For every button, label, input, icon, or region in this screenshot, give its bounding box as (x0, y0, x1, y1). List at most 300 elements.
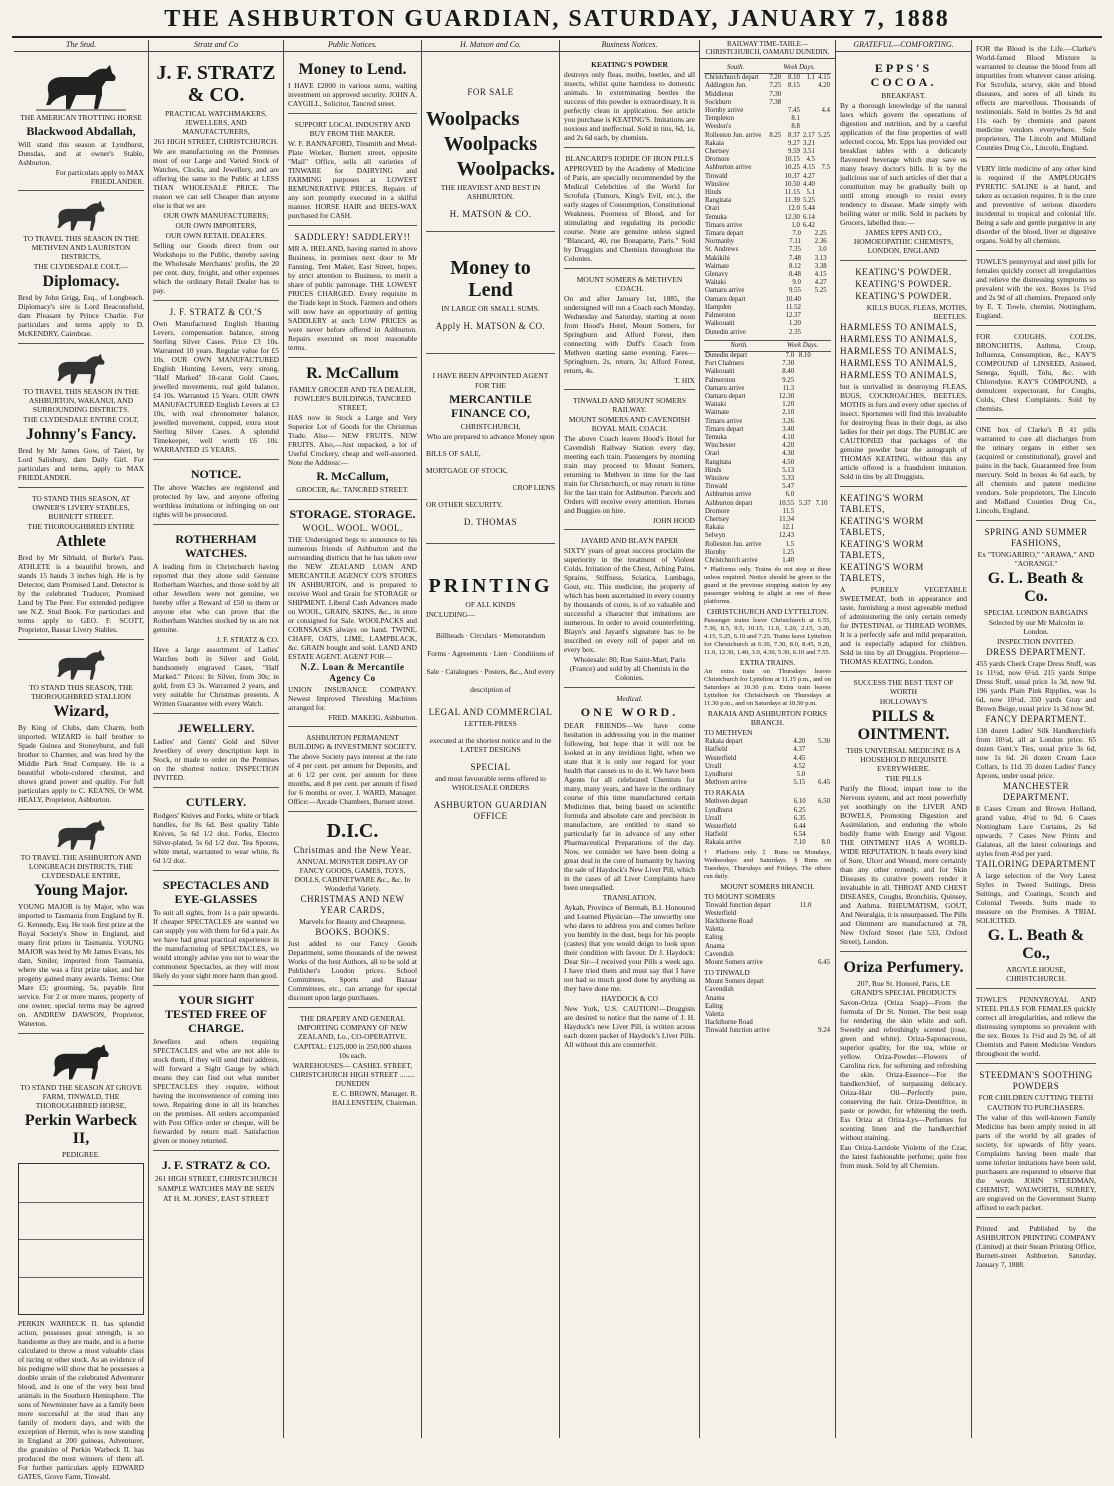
departure-time: 8.0 (821, 839, 830, 847)
departure-time (795, 450, 812, 458)
departure-time: 7.11 (789, 238, 801, 246)
ad-line: HARMLESS TO ANIMALS, (840, 358, 957, 369)
departure-time (812, 934, 831, 942)
ad-text: ANNUAL MONSTER DISPLAY OF FANCY GOODS, GAMES, TOYS, DOLLS, CABINETWARE &c., &c. In Wonderful Variety. (294, 857, 411, 894)
departure-time: 2.10 (782, 409, 795, 417)
departure-time: 8.15 (788, 82, 800, 90)
departure-time: 4.20 (818, 82, 830, 90)
timetable-row (704, 450, 831, 458)
departure-time (795, 409, 812, 417)
departure-time: 6.25 (793, 806, 806, 814)
ad-text: ONE box of Clarke's B 41 pills warranted to cure all discharges from the urinary organs in either sex (acquired or constitutional), gravel and pains in the back. Guaranteed free from mercury. Sold in boxes 4s 6d each, by all chemists and patent medicine vendors. Sole proprietors, The Lincoln and Midland Counties Drug Co., Lincoln, England. (976, 425, 1096, 515)
ad-sub: 207, Rue St. Honoré, Paris, LE GRAND'S SPECIAL PRODUCTS (850, 979, 957, 998)
departure-time (794, 959, 812, 967)
ad-name: Diplomacy. (42, 273, 120, 291)
timetable-row (704, 798, 831, 806)
timetable-row (704, 246, 831, 254)
ad-stratz-watches (153, 303, 279, 460)
departure-time (794, 943, 812, 951)
departure-time (812, 516, 829, 524)
departure-time: 4.15 (814, 271, 827, 279)
ad-signature: T. HIX (674, 376, 695, 386)
station-name: Timaru depart (705, 425, 744, 433)
departure-time: 7.10 (793, 839, 806, 847)
departure-time (829, 401, 831, 409)
horse-illustration (46, 817, 116, 851)
timetable-row (704, 393, 831, 401)
pedigree-table (18, 1163, 144, 1315)
ad-text: To suit all sights, from 1s a pair upwards. If cheaper SPECTACLES are wanted we can supply you with them for 6d a pair. As we have had great practical experience in the manufacturing of SPECTACLES, we would strongly advise you not to wear the commonest Spectacles, as they will most likely do your sight more harm than good. (153, 908, 279, 981)
ad-line: KEATING'S WORM TABLETS, (840, 516, 924, 538)
timetable-row (704, 442, 831, 450)
ad-oriza-perfumery (840, 954, 967, 1175)
ad-text: 138 dozen Ladies' Silk Handkerchiefs from 10½d, all at London price. 65 dozen Gent.'s Ties, usual price 3s 6d, now 1s 6d. 26 dozen Cream Lace Collars, 1s 11d. 35 dozen Ladies' Fancy Aprons, under usual price. (976, 726, 1096, 780)
departure-time (795, 557, 812, 565)
ad-drapery (288, 1010, 417, 1111)
ad-signature: Apply H. MATSON & CO. (435, 321, 546, 332)
timetable-row (704, 459, 831, 467)
departure-time (794, 918, 812, 926)
departure-time: 8.40 (782, 368, 795, 376)
departure-time (801, 99, 816, 107)
ad-title: ONE WORD. (580, 705, 679, 720)
departure-time (767, 222, 782, 230)
ad-title: CHRISTCHURCH AND LYTTELTON. (706, 607, 829, 617)
departure-time (812, 368, 829, 376)
column-epps-keating-holloway (836, 40, 972, 1438)
column-business-notices (560, 40, 700, 1438)
departure-time: 5.47 (782, 483, 795, 491)
departure-time (828, 238, 831, 246)
station-name: Cavendish (705, 950, 734, 958)
station-name: Waikouaiti (705, 368, 735, 376)
timetable-row (704, 823, 831, 831)
ad-text: FOR COUGHS, COLDS, BRONCHITIS, Asthma, Croup, Influenza, Consumption, &c., KAY'S COMPOUND of LINSEED, Aniseed, Senega, Squill, Tolu, &c. with Chlorodyne. KAY'S COMPOUND, a demulcent expectorant, for Coughs, Colds, Chest Complaints. Sold by chemists. (976, 332, 1096, 413)
timetable-row (704, 995, 831, 1003)
departure-time: 5.1 (806, 189, 815, 197)
station-name: Valetta (705, 926, 724, 934)
departure-time: 1.1 (806, 74, 815, 82)
departure-time: 11.3 (782, 384, 795, 392)
departure-time (812, 541, 829, 549)
ad-towles-pills (976, 253, 1096, 326)
ad-text: An extra train on Thursdays leaves Christchurch for Lyttelton at 11.15 p.m., and on Saturdays at 10.30 p.m. Extra train leaves Lyttelton for Christchurch on Thursdays at 11.30 p.m., and on Saturdays at 10.50 p.m. (704, 668, 831, 708)
ad-text: Just added to our Fancy Goods Department, some thousands of the newest Works of the best Authors, all to be sold at Publisher's London prices. School Committees, Sports and Bazaar Committees, etc., can arrange for special discount upon large purchases. (288, 939, 417, 1003)
departure-time: 7.0 (792, 230, 801, 238)
ad-text: Ladies' and Gents' Gold and Silver Jewellery of every description kept in Stock, or made to order on the Premises on the shortest notice. INSPECTION INVITED. (153, 737, 279, 783)
ad-text: VERY little medicine of any other kind is required if the AMPLOUGH'S PYRETIC SALINE is at hand, and taken as occasion requires. It is the cure and preventive of serious disorders incidental to tropical and colonial life. Being a safe and gentle purgative in any disorder of the blood, liver or digestive organs. Sold by all chemists. (976, 164, 1096, 245)
ad-line: LETTER-PRESS (464, 719, 517, 729)
departure-time (767, 123, 782, 131)
horse-illustration (46, 351, 116, 385)
timetable-row (704, 763, 831, 771)
departure-time (767, 181, 782, 189)
ad-text: but is unrivalled in destroying FLEAS, BUGS, COCKROACHES, BEETLES, MOTHS in furs and every other species of insect. Sportsmen will find this invaluable for destroying fleas in their dogs, as also ladies for their pet dogs. The PUBLIC are CAUTIONED that packages of the genuine powder bear the autograph of THOMAS KEATING, without this any article offered is a fraudulent imitation. Sold in tins by all Druggists. (840, 382, 967, 482)
ad-stratz-main (153, 56, 279, 301)
departure-time (829, 393, 831, 401)
station-name: Ealing (705, 934, 723, 942)
ad-signature: JOHN HOOD (652, 516, 695, 526)
departure-time (795, 516, 812, 524)
station-name: Hampden (705, 303, 732, 311)
ad-line: INCLUDING— (426, 610, 476, 620)
station-name: Hinds (705, 189, 722, 197)
departure-time (806, 763, 831, 771)
ad-signature: ASHBURTON GUARDIAN OFFICE (433, 800, 548, 822)
departure-time: 1.0 (791, 221, 800, 229)
departure-time: 4.40 (803, 180, 815, 188)
timetable-row (704, 173, 831, 181)
departure-time: 6.50 (818, 798, 830, 806)
departure-time: 3.40 (782, 425, 795, 433)
departure-time (810, 995, 831, 1003)
departure-time: 4.27 (814, 279, 827, 287)
ad-title: FANCY DEPARTMENT. (985, 714, 1087, 724)
station-name: Rangitata (705, 197, 732, 205)
ad-name: J. F. STRATZ & CO. (156, 62, 276, 107)
timetable-row (704, 1011, 831, 1019)
station-name: Dunedin depart (705, 351, 748, 359)
horse-illustration (36, 61, 126, 111)
station-name: Winchester (705, 442, 736, 450)
departure-time (829, 368, 831, 376)
departure-time: 9.24 (818, 1027, 830, 1035)
ad-text: 455 yards Check Crape Dress Stuff, was 1s 11½d, now 6½d. 215 yards Stripe Dress Stuff, usual price 1s 3d, now 9d. 196 yards Plain Pink Ripplies, was 1s 6d, now 10½d. 350 yards Gray and Brown Beige, usual price 1s 3d now 9d. (976, 659, 1096, 713)
ad-local-industry (288, 116, 417, 226)
departure-time (806, 771, 831, 779)
station-name: Christchurch arrive (705, 556, 758, 564)
departure-time: 7.10 (815, 499, 828, 507)
departure-time (795, 385, 812, 393)
departure-time: 8.48 (788, 271, 801, 279)
departure-time: 6.45 (818, 779, 830, 787)
timetable-row (704, 467, 831, 475)
ad-text: DEAR FRIENDS—We have come hesitation in addressing you in the manner following, but hope that it will not be looked at in any invidious light, when we state that it is only our regard for your health that causes us to do it. We have been Agents for all celebrated Chemists for many, many years, and have in the ordinary course of this time manufactured certain Medicines that, being based on scientific formula and absolute care and precision in manufacture, are entitled to stand so particularly far in advance of any other Pharmaceutical Preparations of the day. Now, we consider we have been doing a great deal in the cure of humanity by having the sale of Haydock's New Liver Pill, which in the cases of all Liver Complaints have been unequalled. (564, 721, 695, 893)
station-name: Rakaia depart (705, 738, 743, 746)
ad-epps-cocoa (840, 56, 967, 261)
ad-line: HARMLESS TO ANIMALS, (840, 346, 957, 357)
departure-time: 8.8 (791, 123, 800, 131)
departure-time: 12.37 (785, 312, 801, 320)
departure-time (816, 181, 831, 189)
ad-towles-pills-2 (976, 991, 1096, 1064)
departure-time (801, 123, 816, 131)
departure-time (795, 368, 812, 376)
departure-time (828, 246, 831, 254)
ad-name: R. McCallum, (316, 469, 389, 484)
station-name: Rolleston Jun. arrive (705, 131, 762, 139)
timetable-row (704, 934, 831, 942)
departure-time (829, 516, 831, 524)
departure-time: 7.35 (788, 246, 801, 254)
horse-illustration (46, 198, 116, 232)
timetable-row (704, 1003, 831, 1011)
ad-blancards (564, 150, 695, 269)
ad-line: SAMPLE WATCHES MAY BE SEEN (157, 1184, 275, 1194)
ad-text: Bred by Mr Sibbald, of Burke's Pass. ATHLETE is a beautiful brown, and stands 15 hands 3 inches high. He is by Detector, dam Promised Land. Detector is by the celebrated Traducer, Promised Land by The Peer. For extended pedigree see N.Z. Stud Book. For particulars and terms apply to GEO. F. SCOTT, Proprietor, Bassar Livery Stables. (18, 553, 144, 635)
ad-text: The above Society pays interest at the rate of 4 per cent. per annum for Deposits, and at 6 1/2 per cent. per annum for three months, and 8 per cent. per annum if fixed for 6 months or over. J. WARD, Manager. Office:—Arcade Chambers, Burnett street. (288, 752, 417, 807)
timetable-row (704, 549, 831, 557)
departure-time (810, 1019, 831, 1027)
ad-text: W. F. BANNAFORD, Tinsmith and Metal-Plate Worker, Burnett street, opposite "Mail" Office, sells all varieties of TINWARE for DAIRYING and FARMING purposes at LOWEST REMUNERATIVE PRICES. Repairs of any sort promptly executed in a skilful manner. HORSE HAIR and BEES-WAX purchased for CASH. (288, 139, 417, 221)
timetable-row (704, 434, 831, 442)
departure-time: 11.34 (779, 515, 795, 523)
ad-building-society (288, 729, 417, 812)
departure-time: 3.13 (814, 254, 827, 262)
ad-stratz-footer (153, 1153, 279, 1208)
departure-time: 1.5 (785, 540, 795, 548)
ad-line: KEATING'S POWDER. (855, 267, 952, 278)
departure-time (812, 491, 829, 499)
ad-text: PERKIN WARBECK II. has splendid action, possesses great strength, is so handsome as they are made, and is a horse calculated to throw a most valuable class of racing or other stock. As an evidence of his pedigree will show that he possesses a double strain of the celebrated Adventurer blood, and is one of the very best bred animals in the Southern Hemisphere. The sons of Newminster have as a family been more successful at the stud than any family of modern days, and with the exception of Hermit, who is now standing in England at 200 guineas, Adventurer, the grandsire of Perkin Warbeck II. has produced the most winners of them all. For further particulars apply EDWARD GATES, Grove Farm, Tinwald. (18, 1319, 144, 1482)
departure-time (795, 442, 812, 450)
departure-time: 4.52 (793, 762, 806, 770)
masthead-title: THE ASHBURTON GUARDIAN, SATURDAY, JANUARY 7, 1888 (164, 6, 950, 32)
ad-company: N.Z. Loan & Mercantile Agency Co (300, 662, 405, 684)
ad-title: BLANCARD'S IODIDE OF IRON PILLS (565, 154, 694, 164)
ad-title: D.I.C. (326, 820, 379, 843)
column-heading: Business Notices. (560, 40, 699, 52)
ad-items: Billheads · Circulars · Memorandum Forms · Agreements · Lien · Conditions of Sale · Catalogues · Posters, &c., And every description of (426, 631, 555, 695)
departure-time: 5.15 (793, 779, 806, 787)
timetable-row (704, 532, 831, 540)
column-heading: GRATEFUL—COMFORTING. (836, 40, 971, 52)
departure-time (829, 377, 831, 385)
ad-keatings-worm-tablets (840, 489, 967, 672)
departure-time (767, 164, 782, 172)
ad-text: A large selection of the Very Latest Styles in Tweed Suitings, Dress Suitings, and Coatings, Scotch and Colonial Tweeds. Suits made to measure on the Premises. A TRIAL SOLICITED. (976, 871, 1096, 925)
departure-time: 7.25 (769, 82, 782, 90)
departure-time: 4.4 (821, 107, 830, 115)
ad-sub: Ex "TONGARIRO," "ARAWA," AND "AORANGI." (977, 550, 1095, 568)
departure-time (795, 508, 812, 516)
timetable-row (704, 368, 831, 376)
ad-text: destroys only fleas, moths, beetles, and all insects, whilst quite harmless to domestic animals. In exterminating beetles the success of this powder is extraordinary. It is perfectly clean in application. See article you purchase is KEATING'S. Imitations are noxious and ineffectual. Sold in tins, 6d, 1s, and 2s 6d each, by chemists. (564, 70, 695, 143)
ad-name: Young Major. (34, 882, 128, 900)
ad-line: CROP LIENS (512, 483, 555, 493)
timetable-row (704, 500, 831, 508)
station-name: Chertsey (705, 515, 730, 523)
timetable-row (704, 360, 831, 368)
ad-line: CHRISTCHURCH, (460, 422, 521, 432)
ad-text: MR A. IRELAND, having started in above Business, in premises next door to Mr Fanning, Tent Maker, East Street, hopes, by strict attention to Business, to merit a share of public patronage. THE LOWEST PRICES CHARGED. Every requisite in the Trade kept in Stock. Farmers and others will now have an opportunity of getting SADDLERY at such LOW PRICES as were never before offered in Ashburton. Repairs executed on most reasonable terms. (288, 244, 417, 353)
departure-time: 6.14 (803, 213, 815, 221)
timetable-row (704, 1027, 831, 1035)
departure-time (767, 107, 782, 115)
timetable-row (704, 115, 831, 123)
departure-time: 2.17 (803, 131, 815, 139)
departure-time: 10.55 (778, 499, 795, 507)
ad-name: G. L. Beath & Co. (987, 570, 1085, 605)
departure-time (816, 189, 831, 197)
ad-signature: E. C. BROWN, Manager. R. HALLENSTEIN, Chairman. (331, 1089, 417, 1108)
ad-lead: TO TRAVEL THIS SEASON IN THE ASHBURTON, WAKANUI, AND SURROUNDING DISTRICTS. (23, 387, 139, 415)
ad-name: Perkin Warbeck II, (24, 1112, 138, 1148)
departure-time: 6.35 (793, 814, 806, 822)
departure-time: 1.20 (788, 320, 801, 328)
ad-line: FOR THE (475, 381, 506, 391)
station-name: Tinwald (705, 483, 728, 491)
departure-time (767, 140, 782, 148)
departure-time: 8.10 (788, 74, 800, 82)
imprint (976, 1220, 1096, 1274)
ad-name: Athlete (56, 533, 106, 551)
ad-sub: WOOL. WOOL. WOOL. (302, 523, 403, 534)
departure-time (828, 255, 831, 263)
column-heading: The Stud. (14, 40, 148, 52)
timetable-row (704, 205, 831, 213)
station-name: Ashburton arrive (705, 491, 752, 499)
station-name: Timaru arrive (705, 417, 743, 425)
departure-time (829, 459, 831, 467)
departure-time: 9.27 (788, 139, 800, 147)
ad-line: Woolpacks. (456, 158, 555, 181)
ad-cutlery (153, 790, 279, 871)
departure-time (795, 393, 812, 401)
ad-signature: H. MATSON & CO. (449, 209, 532, 220)
ad-text: The above Coach leaves Hood's Hotel for Cavendish Railway Station every day, meeting each train. Passengers by morning train may proceed to Mount Somers, returning to Methven in time for the last train for Christchurch, or may return in time for the last train for Ashburton. Parcels and Orders will receive every attention. Horses and Buggies on hire. (564, 434, 695, 516)
departure-time (807, 831, 831, 839)
ad-title: CUTLERY. (185, 795, 247, 810)
timetable-row (704, 418, 831, 426)
departure-time: 7.30 (769, 90, 782, 98)
departure-time (812, 401, 829, 409)
departure-time (829, 418, 831, 426)
ad-text: Aykab, Province of Bermah, B.I. Honoured and Learned Physician—The unworthy one who dares to address you and comes before you humbly in the dust, begs for his people (castes) that you would deign to look upon their condition with favour. Dr J. Haydock: Dear Sir—I received your Pills a week ago. I have tried them and must say that I have not had so much good done by anything as they have done me. (564, 903, 695, 994)
ad-line: KEATING'S POWDER. (855, 291, 952, 302)
departure-time (812, 426, 829, 434)
ad-line: HARMLESS TO ANIMALS, (840, 334, 957, 345)
departure-time (805, 329, 828, 337)
departure-time: 4.5 (806, 156, 815, 164)
station-name: Dunedin arrive (705, 328, 746, 336)
ad-name: Wizard, (53, 703, 109, 721)
departure-time (829, 557, 831, 565)
station-name: Westerfield (705, 754, 737, 762)
departure-time: 4.15 (818, 74, 830, 82)
station-name: St. Andrews (705, 246, 739, 254)
ad-text: The above Watches are registered and protected by law, and anyone offering worthless imitations or infringing on our rights will be prosecuted. (153, 483, 279, 520)
ad-signature: JAMES EPPS AND CO., HOMOEOPATHIC CHEMISTS, LONDON, ENGLAND (853, 228, 954, 256)
ad-title: SPRING AND SUMMER FASHIONS, (984, 527, 1088, 548)
departure-time (812, 467, 829, 475)
ad-text: Rodgers' Knives and Forks, white or black handles, for 8s 6d. Best quality Table Knives, 5s 6d 1/2 doz. Forks, Electro Silver-plated, 5s 6d 1/2 doz. Tea Spoons, white metal, warranted to wear white, 8s 6d 1/2 doz. (153, 811, 279, 866)
ad-title: STEEDMAN'S SOOTHING POWDERS (979, 1070, 1093, 1091)
ad-signature: For particulars apply to MAX FRIEDLANDER. (55, 168, 144, 187)
departure-time: 5.25 (814, 287, 827, 295)
departure-time (829, 351, 831, 360)
ad-sub: MOUNT SOMERS AND CAVENDISH ROYAL MAIL COACH. (568, 415, 691, 434)
departure-time: 10.50 (784, 180, 800, 188)
station-name: Anama (705, 942, 725, 950)
station-name: Normanby (705, 238, 735, 246)
ad-title: PILLS & OINTMENT. (857, 708, 950, 744)
ad-title: BOOKS. BOOKS. (315, 927, 390, 938)
station-name: Hatfield (705, 831, 728, 839)
column-stud (14, 40, 149, 1482)
departure-time (829, 385, 831, 393)
table-subheading: TO RAKAIA (704, 788, 745, 798)
station-name: Hackthorne Road (705, 918, 753, 926)
timetable-row (704, 140, 831, 148)
timetable-to-mount-somers (704, 902, 831, 968)
departure-time: 5.25 (803, 197, 815, 205)
ad-text: New York, U.S. CAUTION!—Druggists are desired to notice that the name of J. H. Haydock's new Liver Pill, is written across each dozen packet of Haydock's Liver Pills. All without this are counterfeit. (564, 1004, 695, 1050)
departure-time (829, 426, 831, 434)
table-subheading: TO METHVEN (704, 728, 753, 738)
departure-time (816, 123, 831, 131)
station-name: Waimate (705, 262, 729, 270)
ad-saddlery (288, 228, 417, 358)
ad-line: MORTGAGE OF STOCK, (426, 466, 508, 476)
timetable-row (704, 771, 831, 779)
departure-time: 6.54 (793, 831, 806, 839)
departure-time (767, 156, 782, 164)
departure-time (828, 287, 831, 295)
station-name: Addington Jun. (705, 82, 747, 90)
station-name: Timaru arrive (705, 221, 743, 229)
ad-line: OUR OWN IMPORTERS, (175, 221, 257, 231)
station-name: Winslow (705, 180, 730, 188)
ad-line: KEATING'S WORM TABLETS, (840, 539, 924, 561)
departure-time: 6.10 (793, 798, 806, 806)
timetable-row (704, 475, 831, 483)
timetable-row (704, 156, 831, 164)
departure-time (810, 986, 831, 994)
departure-time: 4.15 (803, 164, 815, 172)
station-name: Rolleston Jun. arrive (705, 540, 762, 548)
timetable-south-continued (704, 230, 831, 337)
departure-time: 7.20 (769, 74, 782, 82)
ad-title: J. F. STRATZ & CO.'S (169, 307, 263, 318)
ad-line: executed at the shortest notice and in the LATEST DESIGNS (429, 736, 552, 755)
station-name: Oamaru arrive (705, 287, 745, 295)
departure-time (810, 1003, 831, 1011)
departure-time: 6.44 (793, 823, 806, 831)
station-name: Dromore (705, 156, 730, 164)
ad-name: G. L. Beath & Co., (987, 927, 1085, 962)
departure-time (829, 360, 831, 368)
departure-time: 4.50 (782, 458, 795, 466)
ad-address: 261 HIGH STREET, CHRISTCHURCH (154, 1174, 278, 1184)
departure-time (816, 214, 831, 222)
ad-title: EXTRA TRAINS. (739, 658, 796, 668)
ad-line: OF ALL KINDS (465, 600, 516, 610)
departure-time (812, 385, 829, 393)
departure-time: 9.55 (788, 287, 801, 295)
ad-text: Marvels for Beauty and Cheapness. (299, 917, 406, 927)
timetable-row (704, 197, 831, 205)
station-name: Valetta (705, 1011, 724, 1019)
timetable-to-tinwald (704, 978, 831, 1035)
departure-time (767, 189, 782, 197)
departure-time (767, 214, 782, 222)
departure-time (829, 532, 831, 540)
ad-text: We are manufacturing on the Premises most of our Large and Varied Stock of Watches, Clocks, and Jewellery, and are offering the same to the Public at LESS THAN WHOLESALE PRICE. The reason we can sell Cheaper than anyone else is that we are (153, 147, 279, 211)
timetable-row (704, 377, 831, 385)
ad-title: CHRISTMAS AND NEW YEAR CARDS, (300, 894, 405, 916)
column-railway-timetable (700, 40, 836, 1438)
timetable-row (704, 959, 831, 967)
departure-time (806, 755, 831, 763)
ad-line: SPECIAL LONDON BARGAINS (984, 608, 1088, 617)
ad-storage (288, 502, 417, 727)
ad-signature: J. F. STRATZ & CO. (216, 635, 279, 645)
ad-text: YOUNG MAJOR is by Major, who was imported to Tasmania from England by R. G. Kennedy, Esq. He took first prize at the Royal Society's Show in England, and many first prizes in Tasmania. YOUNG MAJOR was bred by Mr James Evans, his dam, Smiler, imported from Tasmania, where she was a first prize taker, and her progeny gained many awards. Terms: One Mare £5; grooming, 5s, payable first service. For 2 or more mares, property of one owner, special terms may be agreed on. ANDREW DAWSON, Proprietor, Waterton. (18, 902, 144, 1029)
ad-lead: TO TRAVEL THIS SEASON IN THE METHVEN AND LAURISTON DISTRICTS, (23, 234, 139, 262)
ad-line: HARMLESS TO ANIMALS, (840, 322, 957, 333)
ad-name: Blackwood Abdallah, (26, 124, 136, 139)
